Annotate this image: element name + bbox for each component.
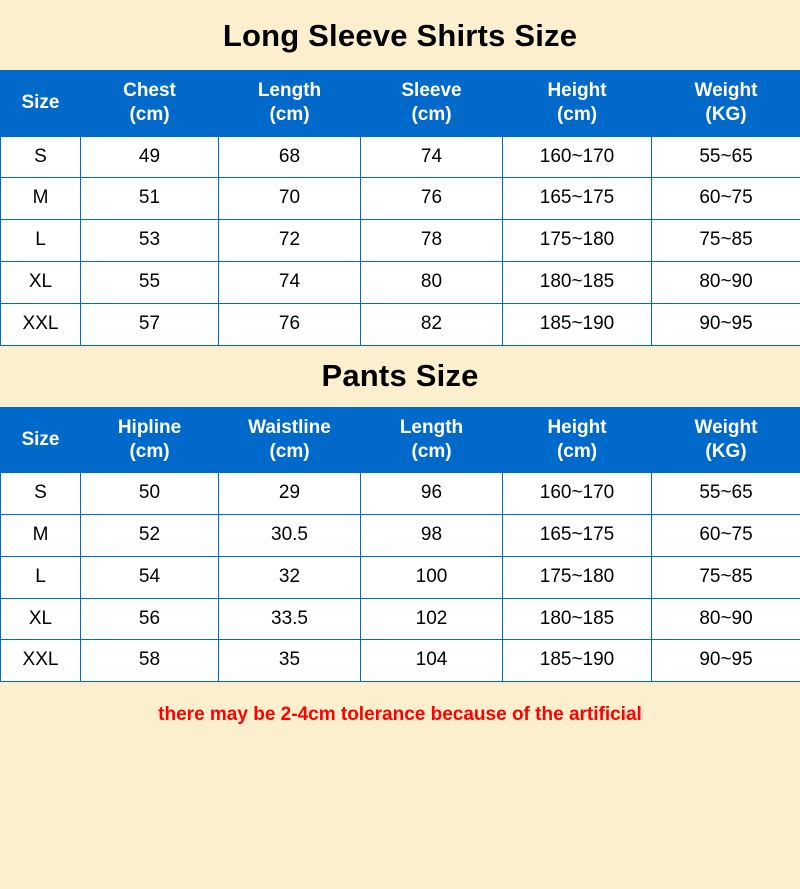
cell-chest: 57 bbox=[81, 303, 219, 345]
table-header-row bbox=[1, 71, 800, 137]
cell-size: S bbox=[1, 136, 81, 178]
cell-size: XXL bbox=[1, 640, 81, 682]
cell-chest: 51 bbox=[81, 178, 219, 220]
column-header-label: Size bbox=[21, 92, 60, 114]
column-header-unit: (cm) bbox=[269, 104, 310, 126]
column-header-label: Weight bbox=[694, 80, 758, 101]
cell-weight: 90~95 bbox=[652, 303, 800, 345]
cell-length: 104 bbox=[361, 640, 503, 682]
page-title-shirts: Long Sleeve Shirts Size bbox=[222, 18, 578, 53]
column-header-label: Sleeve bbox=[401, 80, 462, 101]
cell-sleeve: 78 bbox=[361, 220, 503, 262]
column-header-weight bbox=[652, 407, 800, 473]
cell-length: 100 bbox=[361, 556, 503, 598]
page-title-pants: Pants Size bbox=[321, 357, 479, 393]
cell-length: 72 bbox=[219, 220, 361, 262]
table-header-row bbox=[1, 407, 800, 473]
column-header-length bbox=[219, 71, 361, 137]
cell-weight: 60~75 bbox=[652, 178, 800, 220]
column-header-unit: (cm) bbox=[411, 440, 452, 462]
cell-length: 96 bbox=[361, 473, 503, 515]
cell-weight: 55~65 bbox=[652, 473, 800, 515]
column-header-unit: (KG) bbox=[705, 104, 747, 126]
cell-weight: 75~85 bbox=[652, 556, 800, 598]
table-row bbox=[1, 598, 800, 640]
cell-hipline: 54 bbox=[81, 556, 219, 598]
cell-waistline: 32 bbox=[219, 556, 361, 598]
cell-height: 165~175 bbox=[503, 178, 652, 220]
cell-height: 165~175 bbox=[503, 515, 652, 557]
cell-hipline: 56 bbox=[81, 598, 219, 640]
column-header-unit: (cm) bbox=[411, 104, 452, 126]
column-header-label: Weight bbox=[694, 416, 758, 438]
cell-height: 185~190 bbox=[503, 303, 652, 345]
cell-height: 180~185 bbox=[503, 262, 652, 304]
cell-size: XL bbox=[1, 262, 81, 304]
column-header-label: Height bbox=[547, 80, 607, 101]
column-header-unit: (KG) bbox=[705, 440, 747, 462]
table-row bbox=[1, 473, 800, 515]
column-header-label: Size bbox=[21, 428, 60, 450]
column-header-label: Waistline bbox=[248, 416, 331, 438]
tolerance-note: there may be 2-4cm tolerance because of the artificial bbox=[158, 704, 642, 726]
column-header-length bbox=[361, 407, 503, 473]
cell-size: XL bbox=[1, 598, 81, 640]
cell-height: 160~170 bbox=[503, 473, 652, 515]
table-row bbox=[1, 515, 800, 557]
column-header-label: Length bbox=[257, 80, 322, 101]
column-header-unit: (cm) bbox=[129, 440, 170, 462]
cell-weight: 80~90 bbox=[652, 262, 800, 304]
cell-chest: 49 bbox=[81, 136, 219, 178]
column-header-hipline bbox=[81, 407, 219, 473]
cell-length: 68 bbox=[219, 136, 361, 178]
cell-weight: 80~90 bbox=[652, 598, 800, 640]
cell-sleeve: 76 bbox=[361, 178, 503, 220]
cell-length: 98 bbox=[361, 515, 503, 557]
column-header-unit: (cm) bbox=[556, 440, 598, 462]
column-header-height bbox=[503, 407, 652, 473]
column-header-sleeve bbox=[361, 71, 503, 137]
cell-hipline: 58 bbox=[81, 640, 219, 682]
cell-size: M bbox=[1, 515, 81, 557]
cell-length: 102 bbox=[361, 598, 503, 640]
cell-height: 180~185 bbox=[503, 598, 652, 640]
cell-sleeve: 82 bbox=[361, 303, 503, 345]
table-row bbox=[1, 262, 800, 304]
cell-weight: 55~65 bbox=[652, 136, 800, 178]
cell-weight: 75~85 bbox=[652, 220, 800, 262]
pants-size-table bbox=[0, 407, 800, 683]
table-row bbox=[1, 136, 800, 178]
column-header-weight bbox=[652, 71, 800, 137]
table-row bbox=[1, 640, 800, 682]
cell-size: L bbox=[1, 556, 81, 598]
column-header-label: Length bbox=[399, 416, 464, 438]
column-header-size bbox=[1, 407, 81, 473]
cell-waistline: 29 bbox=[219, 473, 361, 515]
cell-height: 175~180 bbox=[503, 556, 652, 598]
cell-weight: 60~75 bbox=[652, 515, 800, 557]
table-row bbox=[1, 303, 800, 345]
cell-size: L bbox=[1, 220, 81, 262]
cell-waistline: 33.5 bbox=[219, 598, 361, 640]
table-row bbox=[1, 220, 800, 262]
cell-chest: 53 bbox=[81, 220, 219, 262]
cell-size: XXL bbox=[1, 303, 81, 345]
cell-size: S bbox=[1, 473, 81, 515]
cell-chest: 55 bbox=[81, 262, 219, 304]
cell-hipline: 50 bbox=[81, 473, 219, 515]
bottom-spacer bbox=[0, 726, 800, 889]
cell-length: 76 bbox=[219, 303, 361, 345]
table-row bbox=[1, 556, 800, 598]
column-header-height bbox=[503, 71, 652, 137]
cell-waistline: 30.5 bbox=[219, 515, 361, 557]
cell-length: 74 bbox=[219, 262, 361, 304]
column-header-unit: (cm) bbox=[269, 440, 310, 462]
column-header-chest bbox=[81, 71, 219, 137]
cell-height: 160~170 bbox=[503, 136, 652, 178]
column-header-size bbox=[1, 71, 81, 137]
cell-length: 70 bbox=[219, 178, 361, 220]
table-row bbox=[1, 178, 800, 220]
column-header-label: Chest bbox=[123, 80, 176, 101]
shirts-size-table bbox=[0, 70, 800, 346]
cell-weight: 90~95 bbox=[652, 640, 800, 682]
column-header-label: Height bbox=[547, 416, 607, 438]
column-header-label: Hipline bbox=[117, 416, 182, 438]
cell-sleeve: 74 bbox=[361, 136, 503, 178]
cell-hipline: 52 bbox=[81, 515, 219, 557]
cell-size: M bbox=[1, 178, 81, 220]
column-header-unit: (cm) bbox=[556, 104, 598, 126]
column-header-unit: (cm) bbox=[129, 104, 170, 126]
cell-height: 185~190 bbox=[503, 640, 652, 682]
cell-waistline: 35 bbox=[219, 640, 361, 682]
cell-sleeve: 80 bbox=[361, 262, 503, 304]
column-header-waistline bbox=[219, 407, 361, 473]
cell-height: 175~180 bbox=[503, 220, 652, 262]
